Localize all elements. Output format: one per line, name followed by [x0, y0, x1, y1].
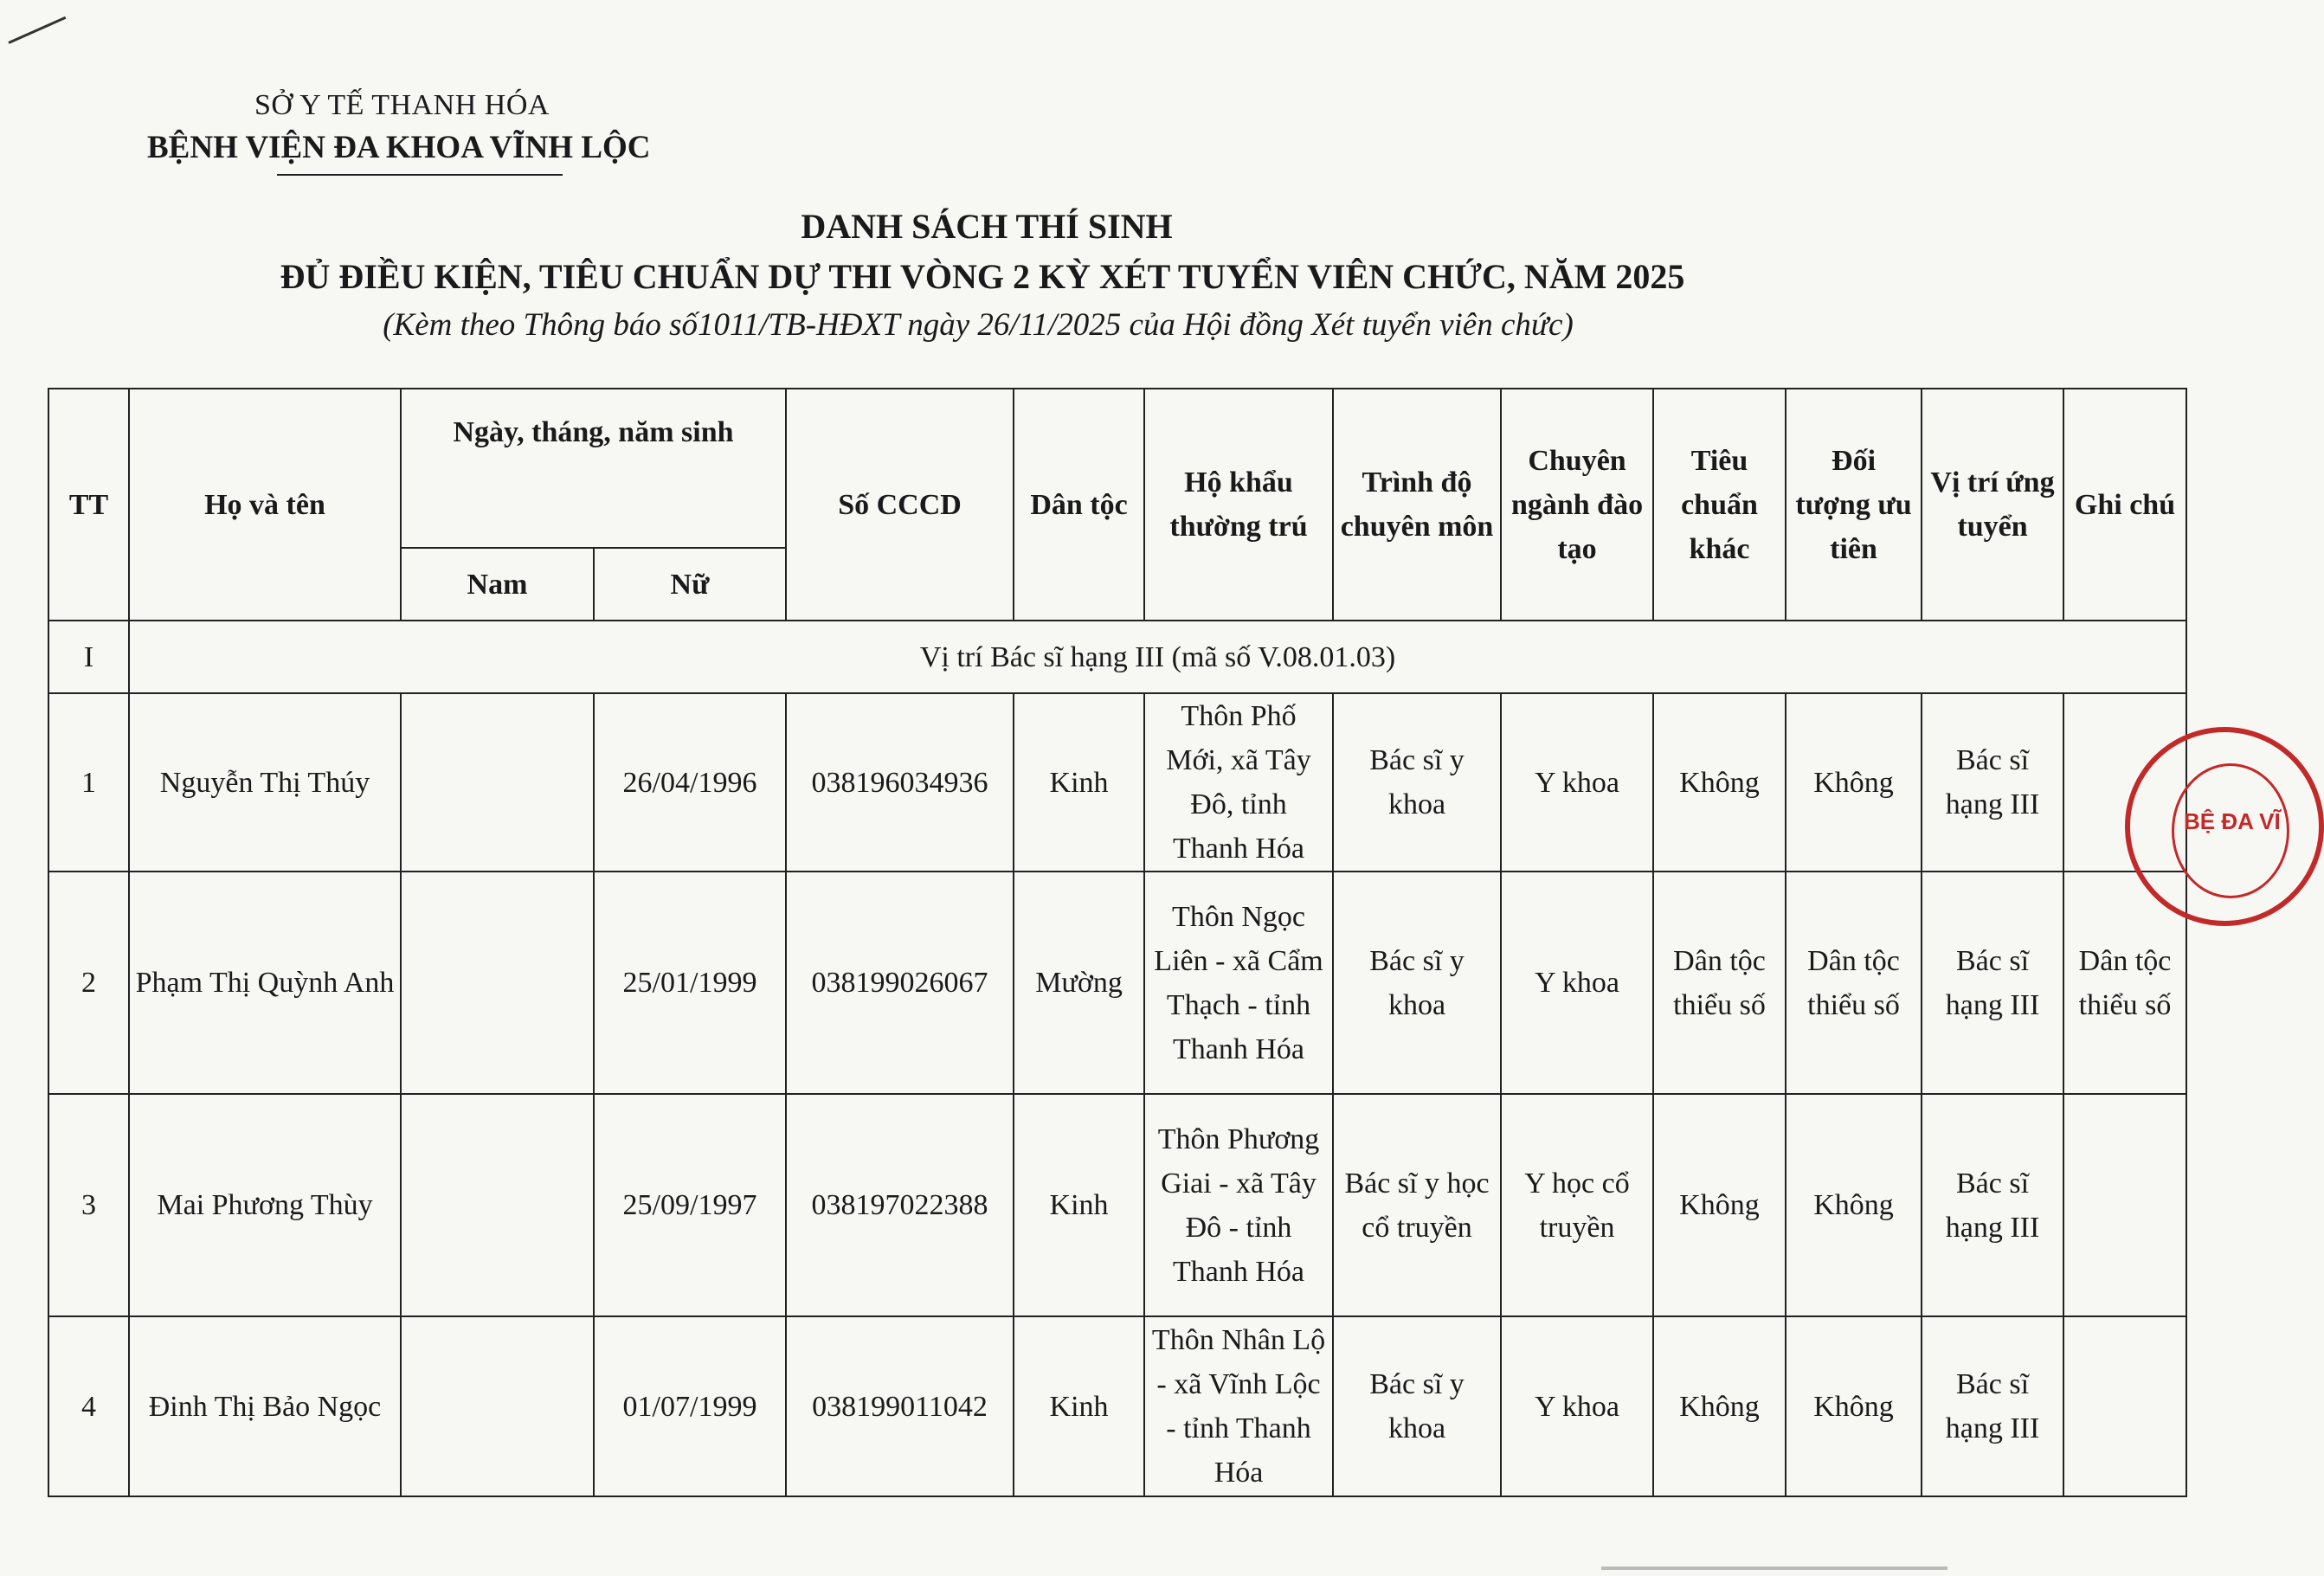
cell-qualification: Bác sĩ y khoa — [1333, 1316, 1501, 1496]
cell-note — [2063, 1316, 2186, 1496]
cell-major: Y học cổ truyền — [1501, 1094, 1653, 1316]
cell-residence: Thôn Phố Mới, xã Tây Đô, tỉnh Thanh Hóa — [1144, 693, 1333, 872]
cell-major: Y khoa — [1501, 693, 1653, 872]
cell-male — [401, 1094, 594, 1316]
cell-tt: 1 — [48, 693, 129, 872]
cell-other: Không — [1653, 693, 1786, 872]
cell-id: 038199026067 — [786, 872, 1014, 1094]
cell-priority: Dân tộc thiểu số — [1786, 872, 1922, 1094]
col-header-note: Ghi chú — [2063, 389, 2186, 621]
col-header-qualification: Trình độ chuyên môn — [1333, 389, 1501, 621]
agency-header — [147, 85, 753, 170]
col-header-ethnicity: Dân tộc — [1014, 389, 1144, 621]
section-row — [48, 621, 2186, 693]
red-seal-stamp — [2125, 727, 2324, 926]
cell-major: Y khoa — [1501, 872, 1653, 1094]
section-label: Vị trí Bác sĩ hạng III (mã số V.08.01.03) — [129, 621, 2186, 693]
cell-major: Y khoa — [1501, 1316, 1653, 1496]
cell-residence: Thôn Ngọc Liên - xã Cẩm Thạch - tỉnh Thanh Hóa — [1144, 872, 1333, 1094]
cell-female: 01/07/1999 — [594, 1316, 786, 1496]
cell-position: Bác sĩ hạng III — [1922, 1316, 2063, 1496]
cell-priority: Không — [1786, 693, 1922, 872]
cell-ethnicity: Kinh — [1014, 693, 1144, 872]
cell-residence: Thôn Nhân Lộ - xã Vĩnh Lộc - tỉnh Thanh Hóa — [1144, 1316, 1333, 1496]
scan-bottom-mark — [1601, 1566, 1947, 1570]
col-header-name: Họ và tên — [129, 389, 401, 621]
col-header-major: Chuyên ngành đào tạo — [1501, 389, 1653, 621]
col-header-id: Số CCCD — [786, 389, 1014, 621]
table-row — [48, 1094, 2186, 1316]
table-row — [48, 1316, 2186, 1496]
cell-other: Không — [1653, 1316, 1786, 1496]
cell-name: Nguyễn Thị Thúy — [129, 693, 401, 872]
document-title: DANH SÁCH THÍ SINH — [801, 207, 1173, 246]
table-row — [48, 872, 2186, 1094]
col-header-position: Vị trí ứng tuyển — [1922, 389, 2063, 621]
section-number: I — [48, 621, 129, 693]
cell-female: 25/09/1997 — [594, 1094, 786, 1316]
cell-ethnicity: Mường — [1014, 872, 1144, 1094]
col-header-dob: Ngày, tháng, năm sinh — [401, 389, 786, 548]
cell-ethnicity: Kinh — [1014, 1316, 1144, 1496]
cell-position: Bác sĩ hạng III — [1922, 693, 2063, 872]
header-underline — [277, 174, 563, 176]
cell-qualification: Bác sĩ y khoa — [1333, 872, 1501, 1094]
cell-male — [401, 1316, 594, 1496]
cell-id: 038197022388 — [786, 1094, 1014, 1316]
cell-residence: Thôn Phương Giai - xã Tây Đô - tỉnh Thanh Hóa — [1144, 1094, 1333, 1316]
cell-tt: 2 — [48, 872, 129, 1094]
cell-female: 26/04/1996 — [594, 693, 786, 872]
cell-position: Bác sĩ hạng III — [1922, 1094, 2063, 1316]
scan-pen-mark — [8, 16, 66, 44]
col-header-female: Nữ — [594, 548, 786, 621]
seal-text: BỆ ĐA VĨ — [2184, 808, 2281, 834]
cell-tt: 4 — [48, 1316, 129, 1496]
cell-other: Không — [1653, 1094, 1786, 1316]
table-row — [48, 693, 2186, 872]
cell-id: 038199011042 — [786, 1316, 1014, 1496]
cell-ethnicity: Kinh — [1014, 1094, 1144, 1316]
cell-tt: 3 — [48, 1094, 129, 1316]
col-header-other: Tiêu chuẩn khác — [1653, 389, 1786, 621]
cell-male — [401, 693, 594, 872]
cell-name: Mai Phương Thùy — [129, 1094, 401, 1316]
col-header-tt: TT — [48, 389, 129, 621]
cell-priority: Không — [1786, 1094, 1922, 1316]
cell-qualification: Bác sĩ y học cổ truyền — [1333, 1094, 1501, 1316]
cell-qualification: Bác sĩ y khoa — [1333, 693, 1501, 872]
cell-note: Dân tộc thiểu số — [2063, 872, 2186, 1094]
cell-name: Đinh Thị Bảo Ngọc — [129, 1316, 401, 1496]
cell-male — [401, 872, 594, 1094]
col-header-male: Nam — [401, 548, 594, 621]
cell-id: 038196034936 — [786, 693, 1014, 872]
candidate-table — [48, 388, 2187, 1497]
col-header-priority: Đối tượng ưu tiên — [1786, 389, 1922, 621]
document-title-block — [0, 201, 2216, 350]
cell-name: Phạm Thị Quỳnh Anh — [129, 872, 401, 1094]
col-header-residence: Hộ khẩu thường trú — [1144, 389, 1333, 621]
document-subtitle: ĐỦ ĐIỀU KIỆN, TIÊU CHUẨN DỰ THI VÒNG 2 KỲ XÉT TUYỂN VIÊN CHỨC, NĂM 2025 — [280, 257, 1685, 296]
cell-female: 25/01/1999 — [594, 872, 786, 1094]
cell-other: Dân tộc thiểu số — [1653, 872, 1786, 1094]
table-header-row — [48, 389, 2186, 548]
cell-note — [2063, 1094, 2186, 1316]
document-reference: (Kèm theo Thông báo số1011/TB-HĐXT ngày 26/11/2025 của Hội đồng Xét tuyển viên chức) — [383, 307, 1574, 343]
hospital-name: BỆNH VIỆN ĐA KHOA VĨNH LỘC — [147, 130, 651, 165]
cell-position: Bác sĩ hạng III — [1922, 872, 2063, 1094]
cell-priority: Không — [1786, 1316, 1922, 1496]
department-name: SỞ Y TẾ THANH HÓA — [254, 89, 550, 121]
